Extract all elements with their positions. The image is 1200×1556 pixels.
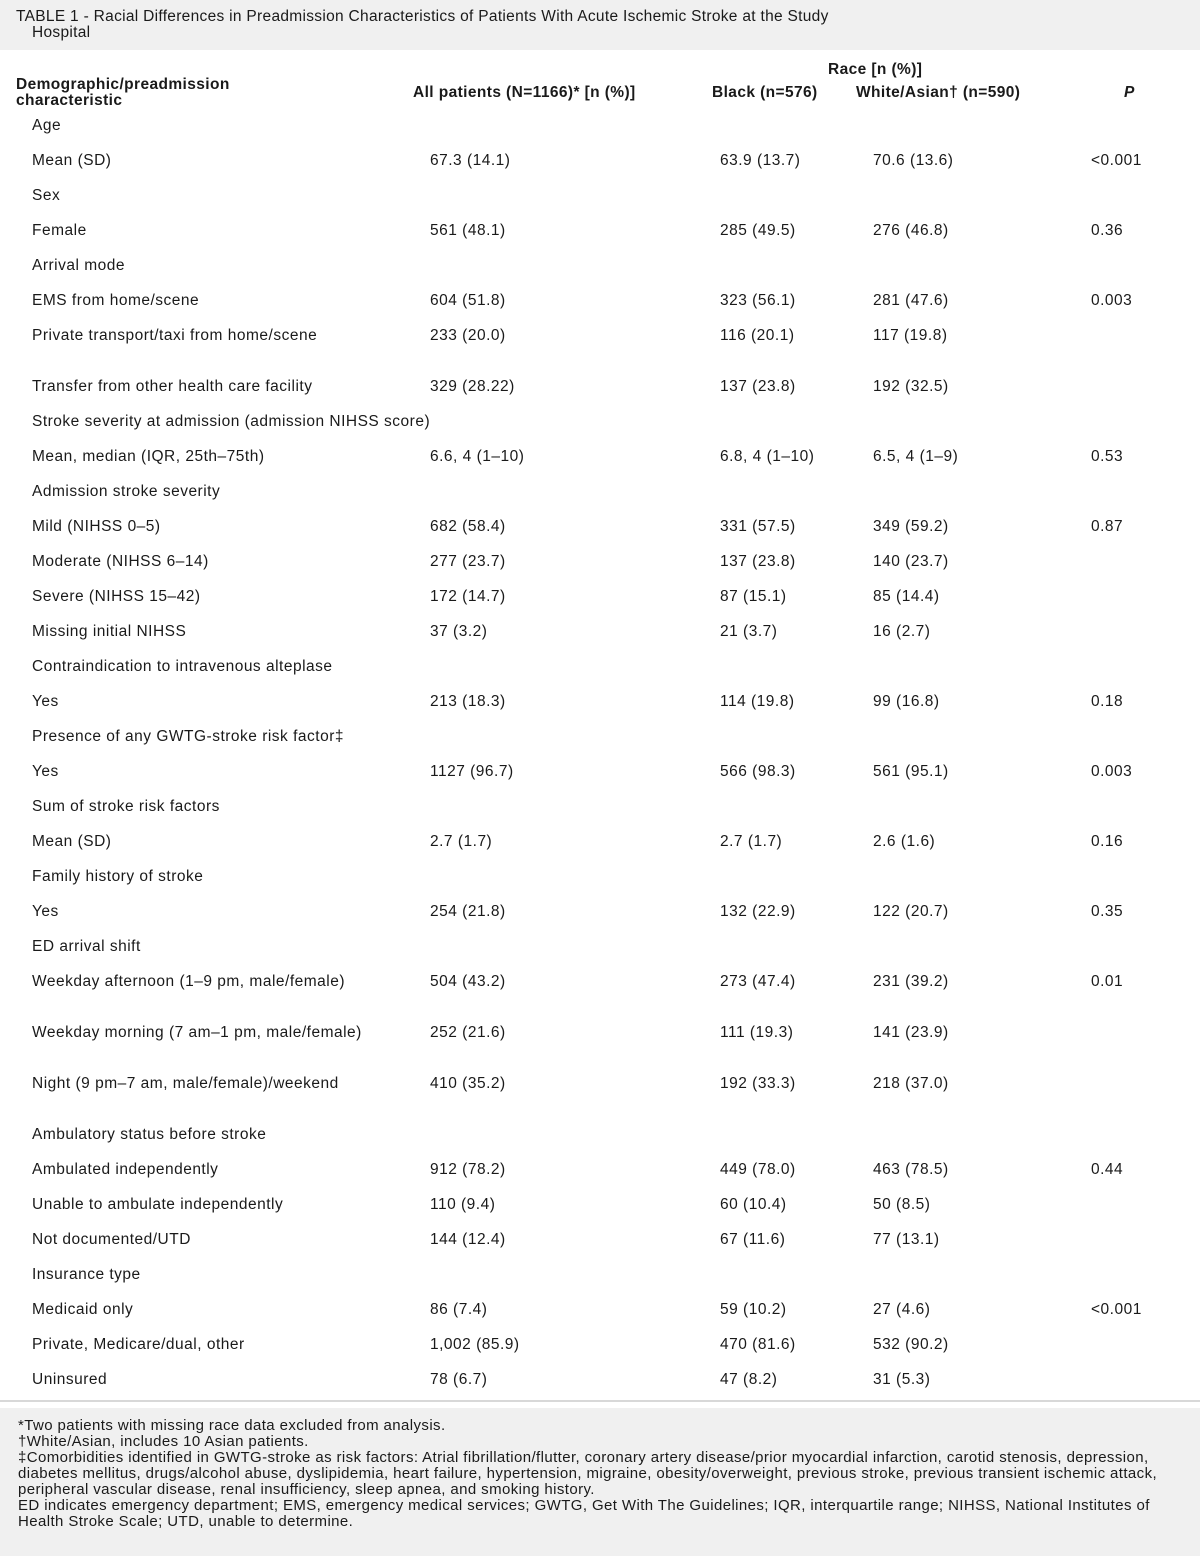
row-label: Unable to ambulate independently — [32, 1196, 284, 1213]
cell-black: 59 (10.2) — [720, 1301, 787, 1318]
row-label: Medicaid only — [32, 1301, 134, 1318]
cell-white-asian: 276 (46.8) — [873, 222, 949, 239]
header-characteristic-line-1: Demographic/preadmission — [16, 76, 230, 93]
cell-black: 285 (49.5) — [720, 222, 796, 239]
row-label: Mean (SD) — [32, 833, 112, 850]
cell-all-patients: 110 (9.4) — [430, 1196, 496, 1213]
cell-black: 566 (98.3) — [720, 763, 796, 780]
row-label: Moderate (NIHSS 6–14) — [32, 553, 209, 570]
cell-black: 114 (19.8) — [720, 693, 795, 710]
cell-black: 132 (22.9) — [720, 903, 796, 920]
table-row — [0, 449, 1200, 484]
cell-black: 449 (78.0) — [720, 1161, 796, 1178]
section-heading-row — [0, 869, 1200, 904]
table-row — [0, 153, 1200, 188]
row-label: ED arrival shift — [32, 938, 141, 955]
cell-black: 87 (15.1) — [720, 588, 787, 605]
table-row — [0, 764, 1200, 799]
row-label: Yes — [32, 693, 59, 710]
section-heading-row — [0, 118, 1200, 153]
table-row — [0, 589, 1200, 624]
section-heading-row — [0, 188, 1200, 223]
table-row — [0, 328, 1200, 379]
cell-black: 111 (19.3) — [720, 1024, 794, 1041]
cell-white-asian: 140 (23.7) — [873, 553, 949, 570]
cell-white-asian: 122 (20.7) — [873, 903, 949, 920]
cell-black: 6.8, 4 (1–10) — [720, 448, 815, 465]
cell-white-asian: 532 (90.2) — [873, 1336, 949, 1353]
cell-all-patients: 78 (6.7) — [430, 1371, 488, 1388]
table-row — [0, 554, 1200, 589]
table-footnotes — [0, 1408, 1200, 1556]
table-row — [0, 1302, 1200, 1337]
cell-white-asian: 70.6 (13.6) — [873, 152, 954, 169]
cell-all-patients: 277 (23.7) — [430, 553, 506, 570]
table-row — [0, 223, 1200, 258]
table-row — [0, 1162, 1200, 1197]
cell-all-patients: 67.3 (14.1) — [430, 152, 511, 169]
cell-all-patients: 172 (14.7) — [430, 588, 506, 605]
table-row — [0, 519, 1200, 554]
row-label: Female — [32, 222, 87, 239]
section-heading-row — [0, 484, 1200, 519]
cell-p-value: 0.18 — [1091, 693, 1124, 710]
cell-white-asian: 50 (8.5) — [873, 1196, 931, 1213]
table-row — [0, 834, 1200, 869]
table-row — [0, 694, 1200, 729]
table-row — [0, 904, 1200, 939]
row-label: Mean (SD) — [32, 152, 112, 169]
cell-black: 137 (23.8) — [720, 553, 796, 570]
cell-black: 273 (47.4) — [720, 973, 796, 990]
cell-all-patients: 144 (12.4) — [430, 1231, 506, 1248]
section-heading-row — [0, 659, 1200, 694]
cell-p-value: 0.36 — [1091, 222, 1124, 239]
row-label: Arrival mode — [32, 257, 125, 274]
cell-white-asian: 141 (23.9) — [873, 1024, 949, 1041]
cell-white-asian: 117 (19.8) — [873, 327, 948, 344]
cell-p-value: <0.001 — [1091, 1301, 1142, 1318]
row-label: Weekday morning (7 am–1 pm, male/female) — [32, 1024, 362, 1041]
caption-line-2: Hospital — [32, 24, 91, 41]
cell-white-asian: 85 (14.4) — [873, 588, 940, 605]
cell-p-value: 0.16 — [1091, 833, 1124, 850]
row-label: Contraindication to intravenous alteplase — [32, 658, 333, 675]
cell-all-patients: 1,002 (85.9) — [430, 1336, 520, 1353]
table-row — [0, 379, 1200, 414]
cell-black: 67 (11.6) — [720, 1231, 786, 1248]
section-heading-row — [0, 799, 1200, 834]
cell-black: 21 (3.7) — [720, 623, 778, 640]
row-label: Yes — [32, 903, 59, 920]
cell-all-patients: 1127 (96.7) — [430, 763, 514, 780]
cell-white-asian: 6.5, 4 (1–9) — [873, 448, 959, 465]
cell-black: 137 (23.8) — [720, 378, 796, 395]
row-label: Insurance type — [32, 1266, 141, 1283]
cell-p-value: 0.01 — [1091, 973, 1124, 990]
row-label: Stroke severity at admission (admission NIHSS score) — [32, 413, 431, 430]
cell-white-asian: 463 (78.5) — [873, 1161, 949, 1178]
table-row — [0, 1197, 1200, 1232]
row-label: Sex — [32, 187, 61, 204]
cell-all-patients: 504 (43.2) — [430, 973, 506, 990]
cell-white-asian: 192 (32.5) — [873, 378, 949, 395]
cell-p-value: 0.003 — [1091, 292, 1133, 309]
cell-p-value: 0.44 — [1091, 1161, 1124, 1178]
row-label: Transfer from other health care facility — [32, 378, 313, 395]
section-heading-row — [0, 258, 1200, 293]
row-label: Night (9 pm–7 am, male/female)/weekend — [32, 1075, 339, 1092]
table-row — [0, 1337, 1200, 1372]
cell-black: 63.9 (13.7) — [720, 152, 801, 169]
header-black: Black (n=576) — [712, 84, 818, 101]
row-label: Yes — [32, 763, 59, 780]
cell-p-value: 0.87 — [1091, 518, 1124, 535]
cell-all-patients: 561 (48.1) — [430, 222, 506, 239]
row-label: Mean, median (IQR, 25th–75th) — [32, 448, 265, 465]
footnote-risk-factors: ‡Comorbidities identified in GWTG-stroke as risk factors: Atrial fibrillation/flutter, coronary artery disease/prior myocardial infarction, carotid stenosis, depression, diabetes mellitus, drugs/alcohol abuse, dyslipidemia, heart failure, hypertension, migraine, obesity/overweight, previous stroke, previous transient ischemic attack, peripheral vascular disease, renal insufficiency, sleep apnea, and smoking history. — [18, 1449, 1158, 1498]
cell-white-asian: 349 (59.2) — [873, 518, 949, 535]
header-all-patients: All patients (N=1166)* [n (%)] — [413, 84, 636, 101]
cell-all-patients: 233 (20.0) — [430, 327, 506, 344]
cell-p-value: 0.53 — [1091, 448, 1124, 465]
cell-all-patients: 254 (21.8) — [430, 903, 506, 920]
row-label: Not documented/UTD — [32, 1231, 191, 1248]
table-row — [0, 974, 1200, 1025]
cell-all-patients: 410 (35.2) — [430, 1075, 506, 1092]
footer-divider — [0, 1400, 1200, 1402]
cell-white-asian: 231 (39.2) — [873, 973, 949, 990]
cell-p-value: 0.003 — [1091, 763, 1133, 780]
cell-white-asian: 77 (13.1) — [873, 1231, 940, 1248]
cell-white-asian: 27 (4.6) — [873, 1301, 931, 1318]
cell-p-value: <0.001 — [1091, 152, 1142, 169]
row-label: Family history of stroke — [32, 868, 204, 885]
cell-white-asian: 281 (47.6) — [873, 292, 949, 309]
section-heading-row — [0, 1267, 1200, 1302]
row-label: Weekday afternoon (1–9 pm, male/female) — [32, 973, 346, 990]
row-label: EMS from home/scene — [32, 292, 200, 309]
row-label: Ambulated independently — [32, 1161, 219, 1178]
cell-all-patients: 213 (18.3) — [430, 693, 506, 710]
section-heading-row — [0, 414, 1200, 449]
row-label: Uninsured — [32, 1371, 108, 1388]
row-label: Mild (NIHSS 0–5) — [32, 518, 161, 535]
cell-black: 60 (10.4) — [720, 1196, 787, 1213]
cell-white-asian: 561 (95.1) — [873, 763, 949, 780]
table-row — [0, 624, 1200, 659]
table-row — [0, 293, 1200, 328]
table-row — [0, 1232, 1200, 1267]
cell-black: 47 (8.2) — [720, 1371, 778, 1388]
row-label: Severe (NIHSS 15–42) — [32, 588, 201, 605]
cell-p-value: 0.35 — [1091, 903, 1124, 920]
cell-black: 116 (20.1) — [720, 327, 795, 344]
row-label: Admission stroke severity — [32, 483, 221, 500]
header-characteristic-line-2: characteristic — [16, 92, 123, 109]
cell-black: 192 (33.3) — [720, 1075, 796, 1092]
cell-all-patients: 329 (28.22) — [430, 378, 515, 395]
cell-white-asian: 2.6 (1.6) — [873, 833, 936, 850]
caption-line-1: TABLE 1 - Racial Differences in Preadmission Characteristics of Patients With Acute Ischemic Stroke at the Study — [16, 8, 829, 25]
cell-all-patients: 6.6, 4 (1–10) — [430, 448, 525, 465]
row-label: Sum of stroke risk factors — [32, 798, 220, 815]
cell-white-asian: 16 (2.7) — [873, 623, 931, 640]
row-label: Missing initial NIHSS — [32, 623, 187, 640]
section-heading-row — [0, 729, 1200, 764]
row-label: Private, Medicare/dual, other — [32, 1336, 245, 1353]
cell-black: 470 (81.6) — [720, 1336, 796, 1353]
cell-white-asian: 218 (37.0) — [873, 1075, 949, 1092]
row-label: Age — [32, 117, 62, 134]
header-p-value: P — [1124, 84, 1135, 101]
cell-black: 323 (56.1) — [720, 292, 796, 309]
footnote-abbreviations: ED indicates emergency department; EMS, emergency medical services; GWTG, Get With The Guidelines; IQR, interquartile range; NIHSS, National Institutes of Health Stroke Scale; UTD, unable to determine. — [18, 1497, 1150, 1530]
section-heading-row — [0, 939, 1200, 974]
footnote-white-asian: †White/Asian, includes 10 Asian patients. — [18, 1433, 309, 1450]
table-row — [0, 1025, 1200, 1076]
cell-all-patients: 604 (51.8) — [430, 292, 506, 309]
section-heading-row — [0, 1127, 1200, 1162]
footnote-missing-race: *Two patients with missing race data excluded from analysis. — [18, 1417, 446, 1434]
cell-black: 2.7 (1.7) — [720, 833, 783, 850]
row-label: Private transport/taxi from home/scene — [32, 327, 318, 344]
table-row — [0, 1076, 1200, 1127]
cell-all-patients: 37 (3.2) — [430, 623, 488, 640]
row-label: Ambulatory status before stroke — [32, 1126, 267, 1143]
cell-all-patients: 682 (58.4) — [430, 518, 506, 535]
cell-all-patients: 252 (21.6) — [430, 1024, 506, 1041]
header-white-asian: White/Asian† (n=590) — [856, 84, 1021, 101]
table-caption — [0, 0, 1200, 50]
cell-black: 331 (57.5) — [720, 518, 796, 535]
cell-all-patients: 86 (7.4) — [430, 1301, 488, 1318]
row-label: Presence of any GWTG-stroke risk factor‡ — [32, 728, 345, 745]
cell-all-patients: 912 (78.2) — [430, 1161, 506, 1178]
header-race-group: Race [n (%)] — [828, 61, 923, 78]
cell-all-patients: 2.7 (1.7) — [430, 833, 493, 850]
cell-white-asian: 99 (16.8) — [873, 693, 940, 710]
cell-white-asian: 31 (5.3) — [873, 1371, 931, 1388]
